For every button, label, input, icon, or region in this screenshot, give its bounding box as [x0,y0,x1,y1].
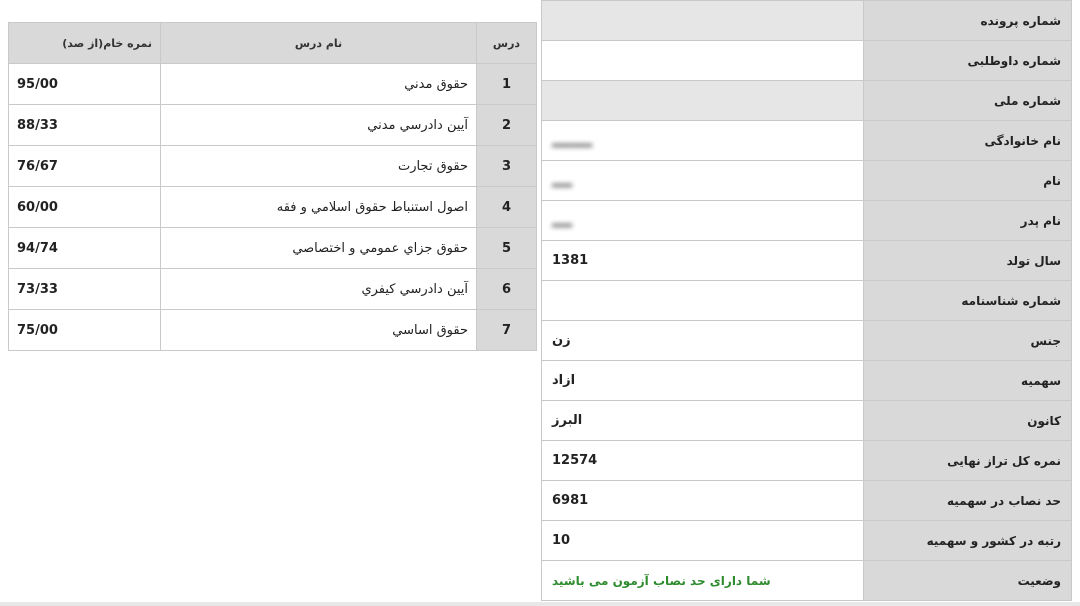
info-value [542,1,864,41]
course-index: 1 [477,64,537,105]
course-scores-table [8,22,537,351]
course-index: 7 [477,310,537,351]
info-label: شماره پرونده [864,1,1072,41]
info-row-family-name [542,121,1072,161]
table-row [9,310,537,351]
info-label: کانون [864,401,1072,441]
page-bottom-edge [0,602,1080,606]
course-name: اصول استنباط حقوق اسلامي و فقه [161,187,477,228]
table-row [9,187,537,228]
course-index: 6 [477,269,537,310]
info-value: ازاد [542,361,864,401]
header-course-name: نام درس [161,23,477,64]
redacted-value: ▂▂ [552,173,572,188]
info-label: وضعیت [864,561,1072,601]
info-label: شماره ملی [864,81,1072,121]
candidate-info-table [541,0,1072,601]
header-raw-score: نمره خام(از صد) [9,23,161,64]
info-label: نام [864,161,1072,201]
info-label: سهمیه [864,361,1072,401]
raw-score: 94/74 [9,228,161,269]
course-name: آيين دادرسي مدني [161,105,477,146]
info-value: زن [542,321,864,361]
info-value: 12574 [542,441,864,481]
info-row-id-number [542,281,1072,321]
info-label: نام خانوادگی [864,121,1072,161]
info-row-rank [542,521,1072,561]
course-name: آيين دادرسي كيفري [161,269,477,310]
info-label: شماره شناسنامه [864,281,1072,321]
info-label: رتبه در کشور و سهمیه [864,521,1072,561]
info-row-candidate-number [542,41,1072,81]
info-row-status [542,561,1072,601]
info-label: نام پدر [864,201,1072,241]
course-name: حقوق مدني [161,64,477,105]
table-row [9,105,537,146]
raw-score: 60/00 [9,187,161,228]
course-name: حقوق اساسي [161,310,477,351]
info-label: نمره کل تراز نهایی [864,441,1072,481]
info-value [542,201,864,241]
info-row-total-score [542,441,1072,481]
info-value: البرز [542,401,864,441]
course-index: 3 [477,146,537,187]
table-row [9,228,537,269]
raw-score: 95/00 [9,64,161,105]
info-row-quota [542,361,1072,401]
info-value: 1381 [542,241,864,281]
table-row [9,146,537,187]
info-value [542,81,864,121]
status-message: شما دارای حد نصاب آزمون می باشید [542,561,864,601]
info-value: 6981 [542,481,864,521]
info-row-quota-threshold [542,481,1072,521]
info-row-father-name [542,201,1072,241]
scores-header-row [9,23,537,64]
table-row [9,269,537,310]
info-label: شماره داوطلبی [864,41,1072,81]
raw-score: 76/67 [9,146,161,187]
course-index: 4 [477,187,537,228]
course-name: حقوق جزاي عمومي و اختصاصي [161,228,477,269]
info-value [542,41,864,81]
course-name: حقوق تجارت [161,146,477,187]
info-row-first-name [542,161,1072,201]
raw-score: 73/33 [9,269,161,310]
header-course-index: درس [477,23,537,64]
redacted-value: ▂▂▂▂ [552,133,592,148]
info-label: حد نصاب در سهمیه [864,481,1072,521]
raw-score: 75/00 [9,310,161,351]
info-row-file-number [542,1,1072,41]
info-label: سال تولد [864,241,1072,281]
info-row-birth-year [542,241,1072,281]
raw-score: 88/33 [9,105,161,146]
info-row-national-id [542,81,1072,121]
table-row [9,64,537,105]
info-value [542,121,864,161]
info-row-gender [542,321,1072,361]
info-value: 10 [542,521,864,561]
info-value [542,281,864,321]
redacted-value: ▂▂ [552,213,572,228]
info-label: جنس [864,321,1072,361]
info-row-bar-association [542,401,1072,441]
course-index: 2 [477,105,537,146]
info-value [542,161,864,201]
course-index: 5 [477,228,537,269]
